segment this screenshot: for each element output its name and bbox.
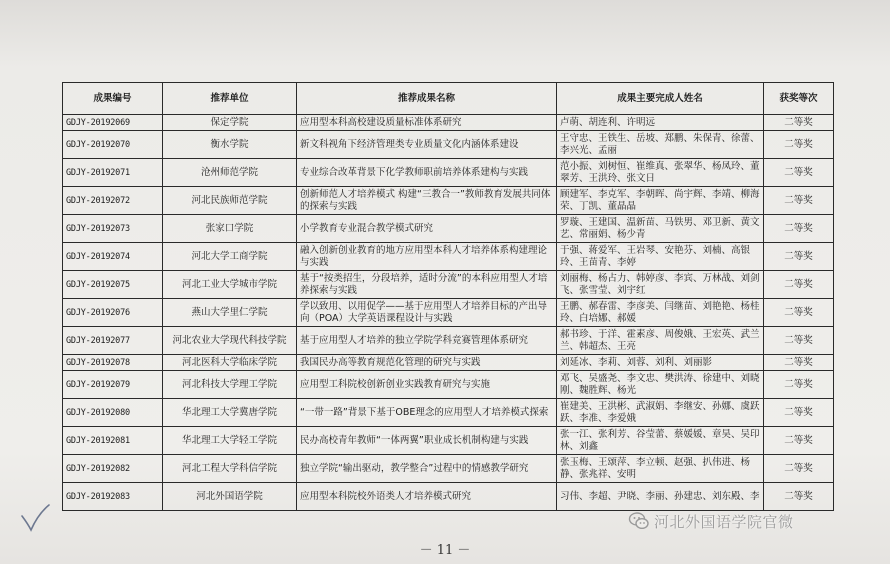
code-cell: GDJY-20192081 — [63, 427, 163, 455]
table-row — [63, 355, 834, 371]
award-cell: 二等奖 — [764, 427, 834, 455]
code-cell: GDJY-20192083 — [63, 483, 163, 511]
people-cell: 张玉梅、王颂萍、李立顿、赵强、扒伟进、杨静、张兆祥、安明 — [557, 455, 764, 483]
title-cell: 专业综合改革背景下化学教师职前培养体系建构与实践 — [297, 159, 557, 187]
award-cell: 二等奖 — [764, 299, 834, 327]
wechat-icon — [628, 510, 650, 532]
people-cell: 崔建美、王洪彬、武淑娟、李继安、孙娜、虞跃跃、李准、李爱娥 — [557, 399, 764, 427]
table-row — [63, 483, 834, 511]
title-cell: 基于“按类招生，分段培养，适时分流”的本科应用型人才培养探索与实践 — [297, 271, 557, 299]
people-cell: 范小振、刘树恒、崔维真、张翠华、杨凤玲、董翠芳、王洪玲、张文日 — [557, 159, 764, 187]
people-cell: 刘丽梅、杨占力、韩婷彦、李宾、万林战、刘剑飞、张雪莹、刘宇红 — [557, 271, 764, 299]
table-row — [63, 399, 834, 427]
title-cell: 独立学院“输出驱动，教学整合”过程中的情感教学研究 — [297, 455, 557, 483]
code-cell: GDJY-20192070 — [63, 131, 163, 159]
people-cell: 王鹏、郝春雷、李彦美、闫继苗、刘艳艳、杨桂玲、白培娜、郝媛 — [557, 299, 764, 327]
code-cell: GDJY-20192073 — [63, 215, 163, 243]
award-cell: 二等奖 — [764, 271, 834, 299]
unit-cell: 河北大学工商学院 — [163, 243, 297, 271]
header-award: 获奖等次 — [764, 83, 834, 115]
title-cell: 小学教育专业混合教学模式研究 — [297, 215, 557, 243]
award-cell: 二等奖 — [764, 483, 834, 511]
code-cell: GDJY-20192077 — [63, 327, 163, 355]
table-row — [63, 243, 834, 271]
people-cell: 习伟、李超、尹晓、李丽、孙建忠、刘东殿、李 — [557, 483, 764, 511]
header-people: 成果主要完成人姓名 — [557, 83, 764, 115]
people-cell: 于强、蒋爱军、王岩琴、安艳芬、刘楠、高银玲、王苗青、李婷 — [557, 243, 764, 271]
checkmark-icon — [20, 504, 50, 532]
header-code: 成果编号 — [63, 83, 163, 115]
table-row — [63, 131, 834, 159]
award-cell: 二等奖 — [764, 327, 834, 355]
header-unit: 推荐单位 — [163, 83, 297, 115]
people-cell: 罗璇、王建国、温新苗、马铁男、邓卫新、黄文艺、常丽娟、杨少青 — [557, 215, 764, 243]
title-cell: 应用型工科院校创新创业实践教育研究与实施 — [297, 371, 557, 399]
unit-cell: 张家口学院 — [163, 215, 297, 243]
unit-cell: 华北理工大学轻工学院 — [163, 427, 297, 455]
title-cell: 民办高校青年教师“一体两翼”职业成长机制构建与实践 — [297, 427, 557, 455]
unit-cell: 河北工业大学城市学院 — [163, 271, 297, 299]
title-cell: 应用型本科院校外语类人才培养模式研究 — [297, 483, 557, 511]
title-cell: 创新师范人才培养模式 构建“三教合一”教师教育发展共同体的探索与实践 — [297, 187, 557, 215]
unit-cell: 河北科技大学理工学院 — [163, 371, 297, 399]
table-row — [63, 271, 834, 299]
table-row — [63, 455, 834, 483]
unit-cell: 河北外国语学院 — [163, 483, 297, 511]
table-row — [63, 371, 834, 399]
title-cell: 新文科视角下经济管理类专业质量文化内涵体系建设 — [297, 131, 557, 159]
code-cell: GDJY-20192075 — [63, 271, 163, 299]
unit-cell: 河北工程大学科信学院 — [163, 455, 297, 483]
award-cell: 二等奖 — [764, 187, 834, 215]
title-cell: 基于应用型人才培养的独立学院学科竞赛管理体系研究 — [297, 327, 557, 355]
awards-table — [62, 82, 834, 511]
code-cell: GDJY-20192069 — [63, 115, 163, 131]
award-cell: 二等奖 — [764, 215, 834, 243]
unit-cell: 燕山大学里仁学院 — [163, 299, 297, 327]
people-cell: 顾建军、李克军、李朝晖、尚宇辉、李靖、柳海荣、丁凯、董晶晶 — [557, 187, 764, 215]
table-header-row — [63, 83, 834, 115]
unit-cell: 华北理工大学冀唐学院 — [163, 399, 297, 427]
award-cell: 二等奖 — [764, 243, 834, 271]
table-row — [63, 327, 834, 355]
award-cell: 二等奖 — [764, 371, 834, 399]
title-cell: 应用型本科高校建设质量标准体系研究 — [297, 115, 557, 131]
unit-cell: 河北民族师范学院 — [163, 187, 297, 215]
title-cell: 学以致用、以用促学——基于应用型人才培养目标的产出导向（POA）大学英语课程设计与实践 — [297, 299, 557, 327]
table-row — [63, 187, 834, 215]
title-cell: 融入创新创业教育的地方应用型本科人才培养体系构建理论与实践 — [297, 243, 557, 271]
title-cell: “一带一路”背景下基于OBE理念的应用型人才培养模式探索 — [297, 399, 557, 427]
code-cell: GDJY-20192071 — [63, 159, 163, 187]
unit-cell: 衡水学院 — [163, 131, 297, 159]
award-cell: 二等奖 — [764, 355, 834, 371]
people-cell: 王守忠、王铁生、岳坡、郑鹏、朱保青、徐蕾、李兴光、孟丽 — [557, 131, 764, 159]
table-row — [63, 159, 834, 187]
award-cell: 二等奖 — [764, 131, 834, 159]
title-cell: 我国民办高等教育规范化管理的研究与实践 — [297, 355, 557, 371]
code-cell: GDJY-20192074 — [63, 243, 163, 271]
people-cell: 卢萌、胡连利、许明远 — [557, 115, 764, 131]
table-body — [63, 115, 834, 511]
watermark — [628, 510, 794, 532]
watermark-text: 河北外国语学院官微 — [654, 512, 794, 531]
people-cell: 邓飞、吴盛尧、李文忠、樊洪涛、徐建中、刘晓刚、魏胜辉、杨光 — [557, 371, 764, 399]
people-cell: 张一江、张利芳、谷莹蕾、蔡媛媛、章昊、吴印林、刘鑫 — [557, 427, 764, 455]
code-cell: GDJY-20192079 — [63, 371, 163, 399]
unit-cell: 沧州师范学院 — [163, 159, 297, 187]
award-cell: 二等奖 — [764, 455, 834, 483]
page-number: － 11 － — [419, 543, 471, 558]
award-cell: 二等奖 — [764, 399, 834, 427]
award-cell: 二等奖 — [764, 159, 834, 187]
code-cell: GDJY-20192080 — [63, 399, 163, 427]
people-cell: 刘延冰、李莉、刘蓉、刘利、刘丽影 — [557, 355, 764, 371]
code-cell: GDJY-20192078 — [63, 355, 163, 371]
table-row — [63, 115, 834, 131]
code-cell: GDJY-20192072 — [63, 187, 163, 215]
header-title: 推荐成果名称 — [297, 83, 557, 115]
code-cell: GDJY-20192082 — [63, 455, 163, 483]
code-cell: GDJY-20192076 — [63, 299, 163, 327]
award-cell: 二等奖 — [764, 115, 834, 131]
table-row — [63, 215, 834, 243]
table-row — [63, 299, 834, 327]
table-row — [63, 427, 834, 455]
unit-cell: 保定学院 — [163, 115, 297, 131]
unit-cell: 河北医科大学临床学院 — [163, 355, 297, 371]
people-cell: 郝书珍、于洋、霍素彦、周俊娥、王宏英、武兰兰、韩超杰、王亮 — [557, 327, 764, 355]
unit-cell: 河北农业大学现代科技学院 — [163, 327, 297, 355]
